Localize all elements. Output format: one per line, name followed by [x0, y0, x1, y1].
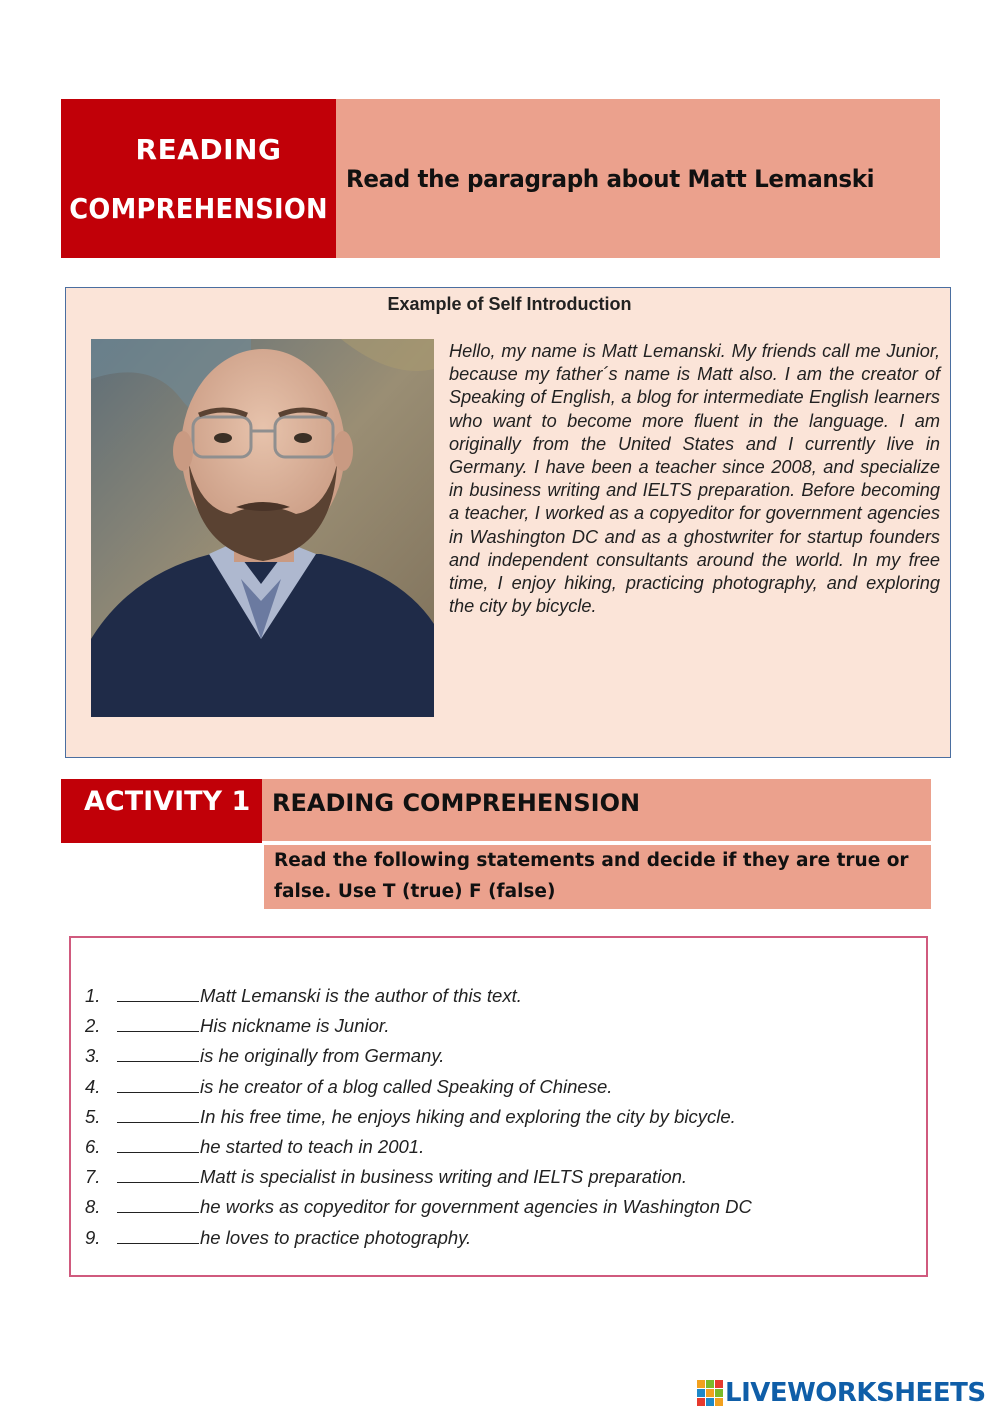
liveworksheets-logo[interactable] — [697, 1378, 986, 1408]
question-number: 2. — [85, 1015, 101, 1037]
section-label-line1: READING — [135, 132, 282, 166]
portrait-illustration — [91, 339, 434, 717]
question-number: 8. — [85, 1196, 101, 1218]
question-text: is he originally from Germany. — [200, 1045, 445, 1067]
question-number: 7. — [85, 1166, 101, 1188]
question-text: Matt Lemanski is the author of this text. — [200, 985, 522, 1006]
question-number: 1. — [85, 985, 101, 1006]
activity-instructions: Read the following statements and decide if they are true or false. Use T (true) F (false) — [264, 845, 931, 909]
question-item — [85, 1226, 905, 1256]
question-number: 3. — [85, 1045, 101, 1067]
logo-text: LIVEWORKSHEETS — [725, 1378, 986, 1408]
header-banner — [61, 99, 940, 258]
answer-blank[interactable] — [117, 1226, 199, 1244]
section-label — [61, 99, 336, 258]
question-number: 9. — [85, 1226, 101, 1248]
question-item — [85, 984, 905, 1014]
question-text: he works as copyeditor for government agencies in Washington DC — [200, 1196, 752, 1218]
question-item — [85, 1075, 905, 1105]
answer-blank[interactable] — [117, 1195, 199, 1213]
question-number: 4. — [85, 1075, 101, 1097]
true-false-list — [85, 984, 905, 1256]
question-number: 6. — [85, 1135, 101, 1157]
question-text: In his free time, he enjoys hiking and exploring the city by bicycle. — [200, 1105, 736, 1127]
answer-blank[interactable] — [117, 1135, 199, 1153]
answer-blank[interactable] — [117, 1105, 199, 1123]
question-item — [85, 1105, 905, 1135]
question-text: is he creator of a blog called Speaking of Chinese. — [200, 1075, 613, 1097]
question-text: he loves to practice photography. — [200, 1226, 472, 1248]
header-instruction-panel — [336, 99, 940, 258]
question-item — [85, 1165, 905, 1195]
question-text: His nickname is Junior. — [200, 1015, 390, 1037]
question-text: Matt is specialist in business writing and IELTS preparation. — [200, 1166, 688, 1188]
question-item — [85, 1195, 905, 1225]
answer-blank[interactable] — [117, 1014, 199, 1032]
profile-photo — [91, 339, 434, 717]
self-introduction-paragraph: Hello, my name is Matt Lemanski. My friends call me Junior, because my father´s name is Matt also. I am the creator of Speaking of English, a blog for intermediate English learners who want to become more fluent in the language. I am originally from the United States and I currently live in Germany. I have been a teacher since 2008, and specialize in business writing and IELTS preparation. Before becoming a teacher, I worked as a copyeditor for government agencies in Washington DC and as a ghostwriter for startup founders and independent consultants around the world. In my free time, I enjoy hiking, practicing photography, and exploring the city by bicycle. — [449, 341, 940, 617]
header-instruction: Read the paragraph about Matt Lemanski — [346, 164, 875, 193]
answer-blank[interactable] — [117, 1165, 199, 1183]
answer-blank[interactable] — [117, 1075, 199, 1093]
question-number: 5. — [85, 1105, 101, 1127]
section-label-line2: COMPREHENSION — [69, 191, 328, 225]
activity-title: READING COMPREHENSION — [262, 779, 931, 841]
reading-passage-box — [65, 287, 951, 758]
liveworksheets-logo-icon — [697, 1380, 723, 1406]
answer-blank[interactable] — [117, 984, 199, 1002]
activity-label: ACTIVITY 1 — [61, 779, 262, 843]
reading-title: Example of Self Introduction — [387, 294, 632, 314]
questions-box — [69, 936, 928, 1277]
question-item — [85, 1014, 905, 1044]
question-item — [85, 1135, 905, 1165]
question-item — [85, 1044, 905, 1074]
question-text: he started to teach in 2001. — [200, 1135, 425, 1157]
answer-blank[interactable] — [117, 1044, 199, 1062]
